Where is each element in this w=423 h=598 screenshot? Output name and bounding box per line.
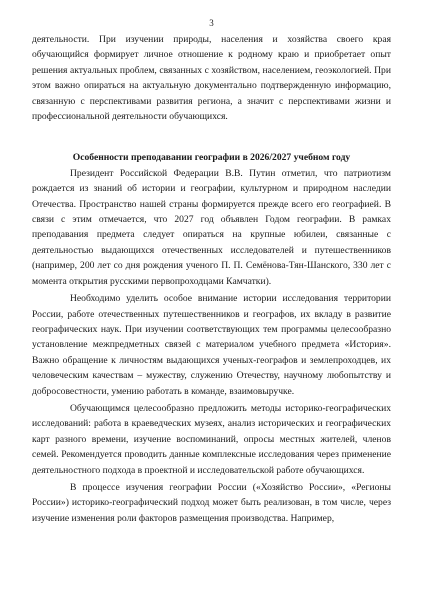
intro-paragraph: деятельности. При изучении природы, населения и хозяйства своего края обучающийся формирует личное отношение к родному краю и приобретает опыт решения актуальных проблем, связанных с хозяйством, населением, геоэкологией. При этом важно опираться на актуальную документально подтвержденную информацию, связанную с перспективами развития региона, а значит с перспективами жизни и профессиональной деятельности обучающихся. [32,34,391,123]
paragraph-patriotism: Президент Российской Федерации В.В. Путин отметил, что патриотизм рождается из знаний об истории и географии, культурном и природном наследии Отечества. Пространство нашей страны формируется прежде всего его географией. В связи с этим отмечается, что 2027 год объявлен Годом географии. В рамках преподавания предмета следует опираться на крупные юбилеи, связанные с деятельностью выдающихся отечественных исследователей и путешественников (например, 200 лет со дня рождения ученого П. П. Семёнова-Тян-Шанского, 330 лет с момента открытия русскими первопроходцами Камчатки). [32,167,391,287]
paragraph-geography-russia: В процессе изучения географии России («Хозяйство России», «Регионы России») историко-географический подход может быть реализован, в том числе, через изучение изменения роли факторов размещения производства. Например, [32,481,391,524]
section-heading: Особенности преподавании географии в 2026/2027 учебном году [72,152,351,164]
page-number: 3 [209,18,214,28]
page-content [32,32,391,526]
paragraph-history-research: Необходимо уделить особое внимание истории исследования территории России, работе отечественных путешественников и географов, их вкладу в развитие географических наук. При изучении соответствующих тем программы целесообразно установление межпредметных связей с материалом учебного предмета «История». Важно обращение к личностям выдающихся ученых-географов и землепроходцев, их человеческим качествам – мужеству, служению Отечеству, научному любопытству и добросовестности, умению работать в команде, взаимовыручке. [32,293,391,397]
paragraph-methods: Обучающимся целесообразно предложить методы историко-географических исследований: работа в краеведческих музеях, анализ исторических и географических карт разного времени, изучение воспоминаний, опросы местных жителей, членов семей. Рекомендуется проводить данные комплексные исследования через применение деятельностного подхода в проектной и исследовательской работе обучающихся. [32,402,391,476]
